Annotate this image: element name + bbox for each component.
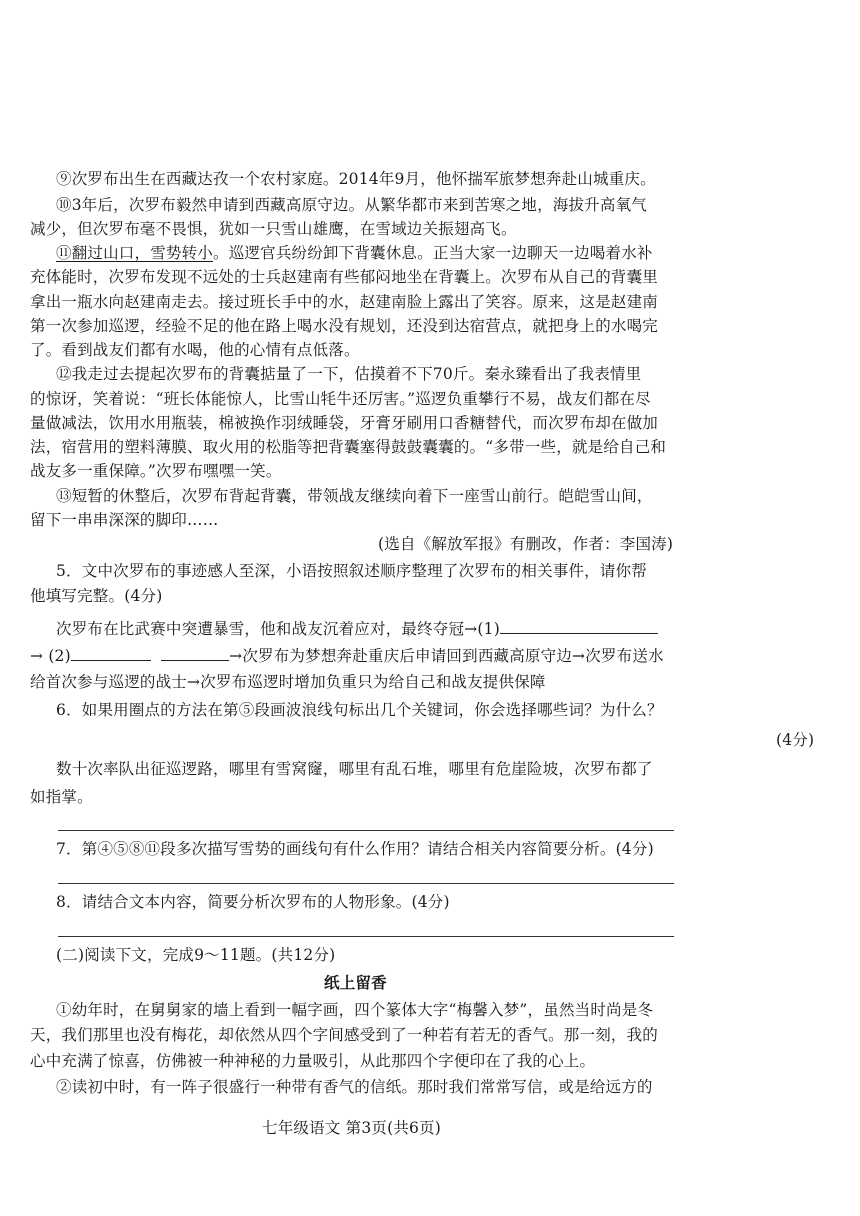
art-p1-line1: ①幼年时，在舅舅家的墙上看到一幅字画，四个篆体大字“梅馨入梦”，虽然当时尚是冬: [56, 1001, 654, 1019]
para13-line1: ⑬短暂的休整后，次罗布背起背囊，带领战友继续向着下一座雪山前行。皑皑雪山间，: [56, 487, 653, 505]
para9: ⑨次罗布出生在西藏达孜一个农村家庭。2014年9月，他怀揣军旅梦想奔赴山城重庆。: [56, 170, 656, 188]
underlined-snow-sentence: ⑪翻过山口，雪势转小: [56, 244, 214, 262]
q5-chain-text2a: → (2): [30, 647, 71, 665]
para11-line2: 充体能时，次罗布发现不远处的士兵赵建南有些郁闷地坐在背囊上。次罗布从自己的背囊里: [30, 268, 659, 286]
answer-line-q7[interactable]: [58, 883, 674, 884]
para12-line1: ⑫我走过去提起次罗布的背囊掂量了一下，估摸着不下70斤。秦永臻看出了我表情里: [56, 365, 642, 383]
q8-question: 8．请结合文本内容，简要分析次罗布的人物形象。(4分): [56, 893, 450, 911]
answer-line-q6[interactable]: [58, 830, 674, 831]
source-note: (选自《解放军报》有删改，作者：李国涛): [378, 535, 674, 553]
art-p2-line1: ②读初中时，有一阵子很盛行一种带有香气的信纸。那时我们常常写信，或是给远方的: [56, 1078, 653, 1096]
article-title: 纸上留香: [324, 973, 387, 992]
para11-line5: 了。看到战友们都有水喝，他的心情有点低落。: [30, 341, 360, 359]
para10-line1: ⑩3年后，次罗布毅然申请到西藏高原守边。从繁华都市来到苦寒之地，海拔升高氧气: [56, 196, 647, 214]
section2-heading: (二)阅读下文，完成9～11题。(共12分): [56, 946, 336, 964]
para12-line5: 战友多一重保障。”次罗布嘿嘿一笑。: [30, 462, 282, 480]
para12-line3: 量做减法，饮用水用瓶装，棉被换作羽绒睡袋，牙膏牙刷用口香糖替代，而次罗布却在做加: [30, 414, 659, 432]
q5-line1: 5．文中次罗布的事迹感人至深，小语按照叙述顺序整理了次罗布的相关事件，请你帮: [56, 562, 647, 580]
para11-first-rest: 。巡逻官兵纷纷卸下背囊休息。正当大家一边聊天一边喝着水补: [213, 244, 653, 262]
q5-chain-line2: [30, 644, 664, 667]
page-footer: 七年级语文 第3页(共6页): [262, 1119, 442, 1137]
art-p1-line3: 心中充满了惊喜，仿佛被一种神秘的力量吸引，从此那四个字便印在了我的心上。: [30, 1052, 596, 1070]
para13-line2: 留下一串串深深的脚印……: [30, 511, 219, 529]
para11-line4: 第一次参加巡逻，经验不足的他在路上喝水没有规划，还没到达宿营点，就把身上的水喝完: [30, 317, 659, 335]
q5-chain-line3: 给首次参与巡逻的战士→次罗布巡逻时增加负重只为给自己和战友提供保障: [30, 673, 546, 691]
answer-blank-1[interactable]: [500, 617, 658, 634]
para12-line4: 法，宿营用的塑料薄膜、取火用的松脂等把背囊塞得鼓鼓囊囊的。“多带一些，就是给自己和: [30, 438, 667, 456]
para12-line2: 的惊讶，笑着说：“班长体能惊人，比雪山牦牛还厉害。”巡逻负重攀行不易，战友们都在尽: [30, 390, 651, 408]
answer-line-q8[interactable]: [58, 936, 674, 937]
para10-line2: 减少，但次罗布毫不畏惧，犹如一只雪山雄鹰，在雪域边关振翅高飞。: [30, 220, 517, 238]
para11-line1: [56, 242, 653, 264]
q6-quote-line1: 数十次率队出征巡逻路，哪里有雪窝窿，哪里有乱石堆，哪里有危崖险坡，次罗布都了: [56, 760, 653, 778]
q6-score: (4分): [776, 731, 815, 749]
para11-line3: 拿出一瓶水向赵建南走去。接过班长手中的水，赵建南脸上露出了笑容。原来，这是赵建南: [30, 293, 659, 311]
q5-line2: 他填写完整。(4分): [30, 587, 163, 605]
q6-question: 6．如果用圈点的方法在第⑤段画波浪线句标出几个关键词，你会选择哪些词？为什么？: [56, 701, 663, 719]
answer-blank-2b[interactable]: [161, 644, 229, 661]
answer-blank-2a[interactable]: [71, 644, 151, 661]
q7-question: 7．第④⑤⑧⑪段多次描写雪势的画线句有什么作用？请结合相关内容简要分析。(4分): [56, 840, 654, 858]
q5-chain-text2b: →次罗布为梦想奔赴重庆后申请回到西藏高原守边→次罗布送水: [229, 647, 664, 665]
q5-chain-line1: [56, 617, 658, 640]
q6-quote-line2: 如指掌。: [30, 788, 93, 806]
q5-chain-text1: 次罗布在比武赛中突遭暴雪，他和战友沉着应对，最终夺冠→(1): [56, 620, 500, 638]
art-p1-line2: 天，我们那里也没有梅花，却依然从四个字间感受到了一种若有若无的香气。那一刻，我的: [30, 1026, 659, 1044]
